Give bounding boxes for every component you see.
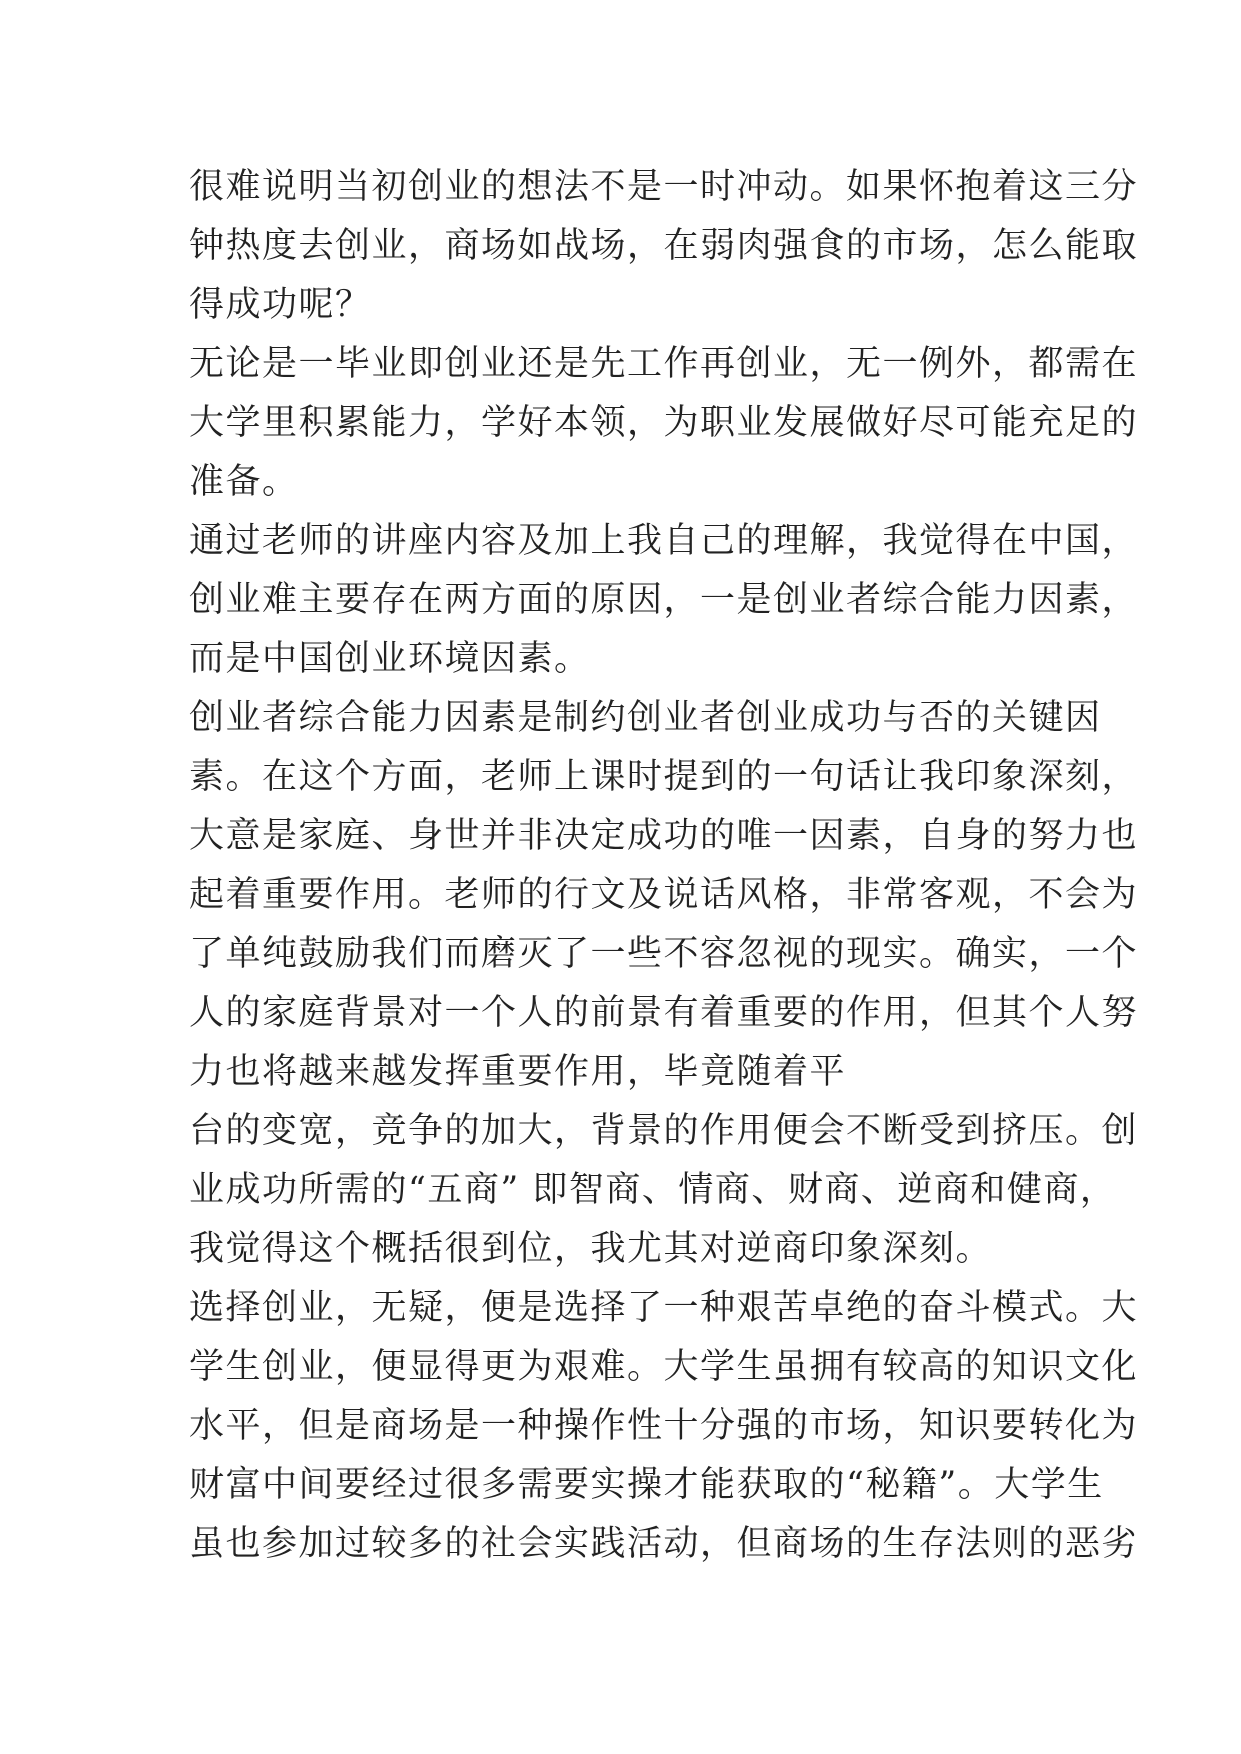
text-line: 得成功呢？ <box>189 285 372 325</box>
paragraph-4 <box>189 689 1139 1102</box>
text-line: 大意是家庭、身世并非决定成功的唯一因素，自身的努力也 <box>189 816 1139 856</box>
text-line: 钟热度去创业，商场如战场，在弱肉强食的市场，怎么能取 <box>189 226 1139 266</box>
paragraph-1 <box>189 158 1139 335</box>
paragraph-5 <box>189 1102 1139 1279</box>
text-line: 业成功所需的“五商” 即智商、情商、财商、逆商和健商， <box>189 1170 1117 1210</box>
text-line: 了单纯鼓励我们而磨灭了一些不容忽视的现实。确实，一个 <box>189 934 1139 974</box>
text-line: 创业者综合能力因素是制约创业者创业成功与否的关键因 <box>189 698 1102 738</box>
paragraph-2 <box>189 335 1139 512</box>
text-line: 人的家庭背景对一个人的前景有着重要的作用，但其个人努 <box>189 993 1139 1033</box>
text-line: 水平，但是商场是一种操作性十分强的市场，知识要转化为 <box>189 1406 1139 1446</box>
text-line: 力也将越来越发挥重要作用，毕竟随着平 <box>189 1052 847 1092</box>
text-line: 我觉得这个概括很到位，我尤其对逆商印象深刻。 <box>189 1229 993 1269</box>
text-line: 准备。 <box>189 462 299 502</box>
text-line: 财富中间要经过很多需要实操才能获取的“秘籍”。大学生 <box>189 1465 1104 1505</box>
text-line: 台的变宽，竞争的加大，背景的作用便会不断受到挤压。创 <box>189 1111 1139 1151</box>
paragraph-3 <box>189 512 1139 689</box>
text-line: 创业难主要存在两方面的原因，一是创业者综合能力因素， <box>189 580 1139 620</box>
text-line: 起着重要作用。老师的行文及说话风格，非常客观，不会为 <box>189 875 1139 915</box>
document-body <box>189 158 1139 1574</box>
text-line: 而是中国创业环境因素。 <box>189 639 591 679</box>
paragraph-6 <box>189 1279 1139 1574</box>
text-line: 虽也参加过较多的社会实践活动，但商场的生存法则的恶劣 <box>189 1524 1139 1564</box>
text-line: 素。在这个方面，老师上课时提到的一句话让我印象深刻， <box>189 757 1139 797</box>
text-line: 大学里积累能力，学好本领，为职业发展做好尽可能充足的 <box>189 403 1139 443</box>
text-line: 通过老师的讲座内容及加上我自己的理解，我觉得在中国， <box>189 521 1139 561</box>
text-line: 无论是一毕业即创业还是先工作再创业，无一例外，都需在 <box>189 344 1139 384</box>
text-line: 学生创业，便显得更为艰难。大学生虽拥有较高的知识文化 <box>189 1347 1139 1387</box>
text-line: 很难说明当初创业的想法不是一时冲动。如果怀抱着这三分 <box>189 167 1139 207</box>
text-line: 选择创业，无疑，便是选择了一种艰苦卓绝的奋斗模式。大 <box>189 1288 1139 1328</box>
